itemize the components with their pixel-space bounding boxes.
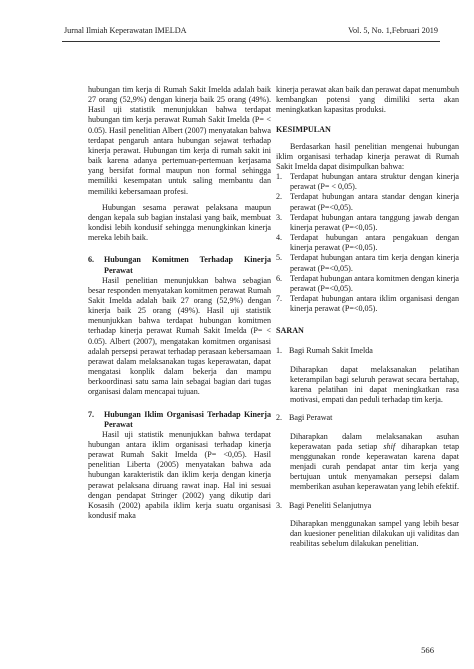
paragraph: kinerja perawat akan baik dan perawat dapat menumbuh kembangkan potensi yang dimiliki serta akan meningkatkan kapasitas produksi. <box>276 85 459 115</box>
list-item: 5. Terdapat hubungan antara tim kerja dengan kinerja perawat (P=<0,05). <box>276 253 459 273</box>
section-heading-6: 6. Hubungan Komitmen Terhadap Kinerja Perawat <box>88 255 271 275</box>
list-item: 7. Terdapat hubungan antara iklim organisasi dengan kinerja perawat (P=<0,05). <box>276 293 459 314</box>
saran-item: 1. Bagi Rumah Sakit Imelda Diharapkan dapat melaksanakan pelatihan keterampilan bagi seluruh perawat secara bertahap, karena pelatihan ini dapat meningkatkan rasa motivasi, empati dan peduli terhadap tim kerja. <box>276 346 459 405</box>
saran-item: 2. Bagi Perawat Diharapkan dalam melaksanakan asuhan keperawatan pada setiap shif diharapkan tetap menggunakan ronde keperawatan karena dapat menjadi curah pendapat antar tim kerja yang bertujuan untuk menyamakan persepsi dalam memberikan asuhan keperawatan yang lebih efektif. <box>276 413 460 492</box>
left-column <box>88 85 271 521</box>
section-heading-saran: SARAN <box>276 326 304 336</box>
right-column <box>276 85 459 558</box>
list-item: 3. Terdapat hubungan antara tanggung jawab dengan kinerja perawat (P=<0,05). <box>276 212 459 232</box>
conclusion-list <box>276 172 459 314</box>
paragraph: Hasil penelitian menunjukkan bahwa sebagian besar responden menyatakan komitmen perawat Rumah Sakit Imelda adalah baik 27 orang (52,9%) dengan kinerja baik 25 orang (49%). Hasil uji statistik menunjukkan bahwa terdapat hubungan komitmen terhadap kinerja perawat Rumah Sakit Imelda (P= < 0.05). Albert (2007), mengatakan komitmen organisasi adalah persepsi perawat terhadap perasaan kebersamaan perawat dalam melaksanakan tugas keperawatan, dapat mengatasi konplik dalam bekerja dan mampu berkoordinasi satu sama lain sebagai bagian dari tugas organisasi dalam mencapai tujuan. <box>88 275 271 397</box>
paragraph: Hubungan sesama perawat pelaksana maupun dengan kepala sub bagian instalasi yang baik, membuat kondisi lebih kondusif sehingga menungkinkan kinerja mereka lebih baik. <box>88 202 271 243</box>
paragraph: Hasil uji statistik menunjukkan bahwa terdapat hubungan antara iklim organisasi terhadap kinerja perawat Rumah Sakit Imelda (P= <0,05). Hasil penelitian Liberta (2005) menyatakan bahwa ada hubungan karakteristik dan iklim kerja dengan kinerja perawat pelaksana diruang rawat inap. Hal ini sesuai dengan pendapat Stringer (2002) yang dikutip dari Kosasih (2002) apabila iklim kerja suatu organisasi kondusif maka <box>88 429 271 521</box>
paragraph: hubungan tim kerja di Rumah Sakit Imelda adalah baik 27 orang (52,9%) dengan kinerja baik 25 orang (49%). Hasil uji statistik menunjukkan bahwa terdapat hubungan tim kerja perawat Rumah Sakit Imelda (P= < 0.05). Hasil penelitian Albert (2007) menyatakan bahwa terdapat pengaruh antara hubungan sejawat terhadap kinerja perawat. Hubungan tim kerja di rumah sakit ini baik karena adanya pertemuan-pertemuan kerjasama yang bersifat formal maupun non formal sehingga memiliki kesempatan untuk saling membantu dan memiliki kebersamaan profesi. <box>88 85 271 196</box>
volume-info: Vol. 5, No. 1,Februari 2019 <box>348 26 438 35</box>
saran-text: Diharapkan menggunakan sampel yang lebih besar dan kuesioner penelitian dilakukan uji validitas dan reabilitas sebelum dilakukan penelitian. <box>290 518 459 549</box>
saran-text: Diharapkan dalam melaksanakan asuhan keperawatan pada setiap shif diharapkan tetap menggunakan ronde keperawatan karena dapat menjadi curah pendapat antar tim kerja yang bertujuan untuk menyamakan persepsi dalam memberikan asuhan keperawatan yang lebih efektif. <box>290 431 460 492</box>
journal-name: Jurnal Ilmiah Keperawatan IMELDA <box>64 26 187 35</box>
list-item: 2. Terdapat hubungan antara standar dengan kinerja perawat (P=<0,05). <box>276 192 459 212</box>
section-heading-7: 7. Hubungan Iklim Organisasi Terhadap Kinerja Perawat <box>88 409 271 429</box>
list-item: 4. Terdapat hubungan antara pengakuan dengan kinerja perawat (P=<0,05). <box>276 233 459 253</box>
header-rule <box>62 41 440 42</box>
list-item: 6. Terdapat hubungan antara komitmen dengan kinerja perawat (P=<0,05). <box>276 273 459 293</box>
saran-item: 3. Bagi Peneliti Selanjutnya Diharapkan menggunakan sampel yang lebih besar dan kuesioner penelitian dilakukan uji validitas dan reabilitas sebelum dilakukan penelitian. <box>276 500 459 549</box>
list-item: 1. Terdapat hubungan antara struktur dengan kinerja perawat (P= < 0,05). <box>276 172 459 192</box>
page-number: 566 <box>421 645 434 655</box>
paragraph: Berdasarkan hasil penelitian mengenai hubungan iklim organisasi terhadap kinerja perawat di Rumah Sakit Imelda dapat disimpulkan bahwa: <box>276 141 459 171</box>
saran-text: Diharapkan dapat melaksanakan pelatihan keterampilan bagi seluruh perawat secara bertahap, karena pelatihan ini dapat meningkatkan rasa motivasi, empati dan peduli terhadap tim kerja. <box>290 364 459 405</box>
section-heading-kesimpulan: KESIMPULAN <box>276 125 331 135</box>
